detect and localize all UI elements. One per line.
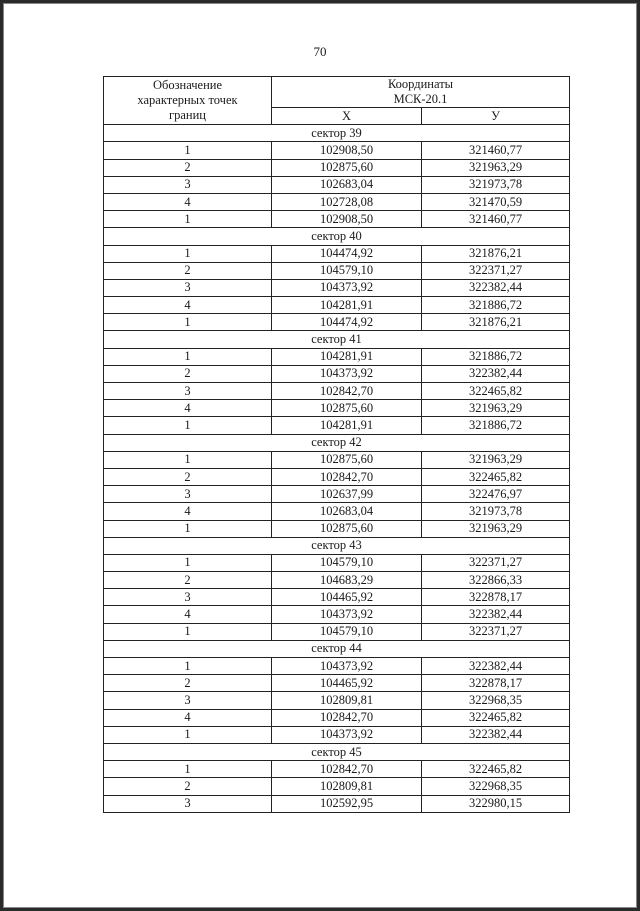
table-row — [104, 675, 570, 692]
table-row — [104, 245, 570, 262]
x-coordinate-cell: 102809,81 — [272, 692, 422, 709]
point-number-cell: 4 — [104, 297, 272, 314]
table-row — [104, 314, 570, 331]
x-coordinate-cell: 102908,50 — [272, 142, 422, 159]
sector-row — [104, 743, 570, 760]
table-row — [104, 262, 570, 279]
sector-label: сектор 45 — [104, 743, 570, 760]
table-row — [104, 279, 570, 296]
x-coordinate-cell: 104373,92 — [272, 365, 422, 382]
point-number-cell: 2 — [104, 365, 272, 382]
point-number-cell: 1 — [104, 726, 272, 743]
x-coordinate-cell: 102842,70 — [272, 383, 422, 400]
table-row — [104, 348, 570, 365]
y-coordinate-cell: 321460,77 — [422, 211, 570, 228]
coords-header-line2: МСК-20.1 — [393, 92, 448, 106]
table-row — [104, 623, 570, 640]
table-row — [104, 451, 570, 468]
table-row — [104, 211, 570, 228]
sector-row — [104, 640, 570, 657]
table-row — [104, 761, 570, 778]
point-number-cell: 1 — [104, 520, 272, 537]
x-coordinate-cell: 104281,91 — [272, 417, 422, 434]
sector-row — [104, 125, 570, 142]
y-coordinate-cell: 322476,97 — [422, 486, 570, 503]
x-coordinate-cell: 102637,99 — [272, 486, 422, 503]
page-number: 70 — [313, 44, 327, 59]
x-column-header: X — [272, 108, 422, 125]
y-coordinate-cell: 322371,27 — [422, 554, 570, 571]
point-number-cell: 2 — [104, 675, 272, 692]
y-coordinate-cell: 322382,44 — [422, 279, 570, 296]
y-coordinate-cell: 322371,27 — [422, 262, 570, 279]
coordinates-header — [272, 77, 570, 108]
point-number-cell: 2 — [104, 468, 272, 485]
y-coordinate-cell: 322382,44 — [422, 606, 570, 623]
x-coordinate-cell: 104373,92 — [272, 658, 422, 675]
point-number-cell: 1 — [104, 658, 272, 675]
table-row — [104, 692, 570, 709]
y-coordinate-cell: 321963,29 — [422, 520, 570, 537]
point-number-cell: 4 — [104, 193, 272, 210]
x-coordinate-cell: 102683,04 — [272, 176, 422, 193]
y-coordinate-cell: 321973,78 — [422, 176, 570, 193]
y-coordinate-cell: 321963,29 — [422, 159, 570, 176]
coordinates-table — [103, 76, 570, 813]
y-coordinate-cell: 322878,17 — [422, 589, 570, 606]
y-coordinate-cell: 321886,72 — [422, 348, 570, 365]
y-coordinate-cell: 321470,59 — [422, 193, 570, 210]
sector-row — [104, 228, 570, 245]
table-row — [104, 193, 570, 210]
sector-label: сектор 41 — [104, 331, 570, 348]
y-coordinate-cell: 322465,82 — [422, 709, 570, 726]
point-number-cell: 1 — [104, 554, 272, 571]
y-coordinate-cell: 321963,29 — [422, 451, 570, 468]
x-coordinate-cell: 104465,92 — [272, 589, 422, 606]
x-coordinate-cell: 104465,92 — [272, 675, 422, 692]
point-number-cell: 2 — [104, 778, 272, 795]
point-number-cell: 3 — [104, 176, 272, 193]
y-coordinate-cell: 321876,21 — [422, 314, 570, 331]
y-coordinate-cell: 321876,21 — [422, 245, 570, 262]
y-coordinate-cell: 321973,78 — [422, 503, 570, 520]
table-row — [104, 726, 570, 743]
point-number-cell: 3 — [104, 589, 272, 606]
x-coordinate-cell: 102842,70 — [272, 761, 422, 778]
table-row — [104, 468, 570, 485]
y-coordinate-cell: 322968,35 — [422, 778, 570, 795]
point-number-cell: 3 — [104, 383, 272, 400]
x-coordinate-cell: 104281,91 — [272, 348, 422, 365]
x-coordinate-cell: 102875,60 — [272, 451, 422, 468]
y-coordinate-cell: 322371,27 — [422, 623, 570, 640]
x-coordinate-cell: 104579,10 — [272, 262, 422, 279]
y-coordinate-cell: 321886,72 — [422, 297, 570, 314]
x-coordinate-cell: 102875,60 — [272, 400, 422, 417]
y-coordinate-cell: 322968,35 — [422, 692, 570, 709]
table-row — [104, 365, 570, 382]
point-number-cell: 1 — [104, 761, 272, 778]
y-coordinate-cell: 322382,44 — [422, 658, 570, 675]
point-header-line3: границ — [169, 108, 206, 123]
table-row — [104, 486, 570, 503]
point-number-cell: 1 — [104, 314, 272, 331]
x-coordinate-cell: 104373,92 — [272, 606, 422, 623]
sector-row — [104, 434, 570, 451]
point-number-cell: 3 — [104, 279, 272, 296]
sector-label: сектор 43 — [104, 537, 570, 554]
point-header-line1: Обозначение — [152, 78, 223, 93]
sector-row — [104, 331, 570, 348]
table-row — [104, 503, 570, 520]
point-number-cell: 1 — [104, 245, 272, 262]
x-coordinate-cell: 104373,92 — [272, 279, 422, 296]
table-row — [104, 606, 570, 623]
sector-label: сектор 42 — [104, 434, 570, 451]
table-row — [104, 658, 570, 675]
table-row — [104, 520, 570, 537]
table-row — [104, 417, 570, 434]
sector-row — [104, 537, 570, 554]
x-coordinate-cell: 104579,10 — [272, 623, 422, 640]
point-number-cell: 1 — [104, 451, 272, 468]
table-row — [104, 778, 570, 795]
x-coordinate-cell: 104373,92 — [272, 726, 422, 743]
point-number-cell: 3 — [104, 795, 272, 812]
table-row — [104, 159, 570, 176]
point-number-cell: 1 — [104, 142, 272, 159]
x-coordinate-cell: 104474,92 — [272, 314, 422, 331]
x-coordinate-cell: 102875,60 — [272, 520, 422, 537]
point-number-cell: 4 — [104, 606, 272, 623]
table-row — [104, 795, 570, 812]
table-row — [104, 572, 570, 589]
x-coordinate-cell: 102842,70 — [272, 468, 422, 485]
x-coordinate-cell: 104281,91 — [272, 297, 422, 314]
y-coordinate-cell: 322465,82 — [422, 383, 570, 400]
point-number-cell: 4 — [104, 400, 272, 417]
sector-label: сектор 39 — [104, 125, 570, 142]
point-number-cell: 1 — [104, 417, 272, 434]
point-number-cell: 3 — [104, 692, 272, 709]
y-coordinate-cell: 321460,77 — [422, 142, 570, 159]
table-row — [104, 554, 570, 571]
y-column-header: У — [422, 108, 570, 125]
x-coordinate-cell: 102683,04 — [272, 503, 422, 520]
table-row — [104, 142, 570, 159]
table-row — [104, 176, 570, 193]
point-designation-header — [104, 77, 272, 125]
point-number-cell: 1 — [104, 623, 272, 640]
y-coordinate-cell: 322465,82 — [422, 761, 570, 778]
point-number-cell: 2 — [104, 572, 272, 589]
y-coordinate-cell: 321963,29 — [422, 400, 570, 417]
y-coordinate-cell: 322465,82 — [422, 468, 570, 485]
table-row — [104, 297, 570, 314]
table-row — [104, 589, 570, 606]
table-body — [104, 125, 570, 813]
x-coordinate-cell: 102908,50 — [272, 211, 422, 228]
point-number-cell: 4 — [104, 709, 272, 726]
y-coordinate-cell: 322980,15 — [422, 795, 570, 812]
y-coordinate-cell: 321886,72 — [422, 417, 570, 434]
table-row — [104, 400, 570, 417]
coords-header-line1: Координаты — [387, 77, 454, 91]
x-coordinate-cell: 102875,60 — [272, 159, 422, 176]
point-number-cell: 4 — [104, 503, 272, 520]
point-number-cell: 3 — [104, 486, 272, 503]
y-coordinate-cell: 322382,44 — [422, 365, 570, 382]
x-coordinate-cell: 102842,70 — [272, 709, 422, 726]
sector-label: сектор 44 — [104, 640, 570, 657]
x-coordinate-cell: 104579,10 — [272, 554, 422, 571]
x-coordinate-cell: 104683,29 — [272, 572, 422, 589]
point-number-cell: 2 — [104, 159, 272, 176]
x-coordinate-cell: 102809,81 — [272, 778, 422, 795]
table-row — [104, 709, 570, 726]
y-coordinate-cell: 322866,33 — [422, 572, 570, 589]
point-number-cell: 1 — [104, 211, 272, 228]
point-number-cell: 1 — [104, 348, 272, 365]
x-coordinate-cell: 102592,95 — [272, 795, 422, 812]
y-coordinate-cell: 322382,44 — [422, 726, 570, 743]
x-coordinate-cell: 104474,92 — [272, 245, 422, 262]
sector-label: сектор 40 — [104, 228, 570, 245]
point-number-cell: 2 — [104, 262, 272, 279]
point-header-line2: характерных точек — [137, 93, 238, 108]
x-coordinate-cell: 102728,08 — [272, 193, 422, 210]
y-coordinate-cell: 322878,17 — [422, 675, 570, 692]
table-row — [104, 383, 570, 400]
